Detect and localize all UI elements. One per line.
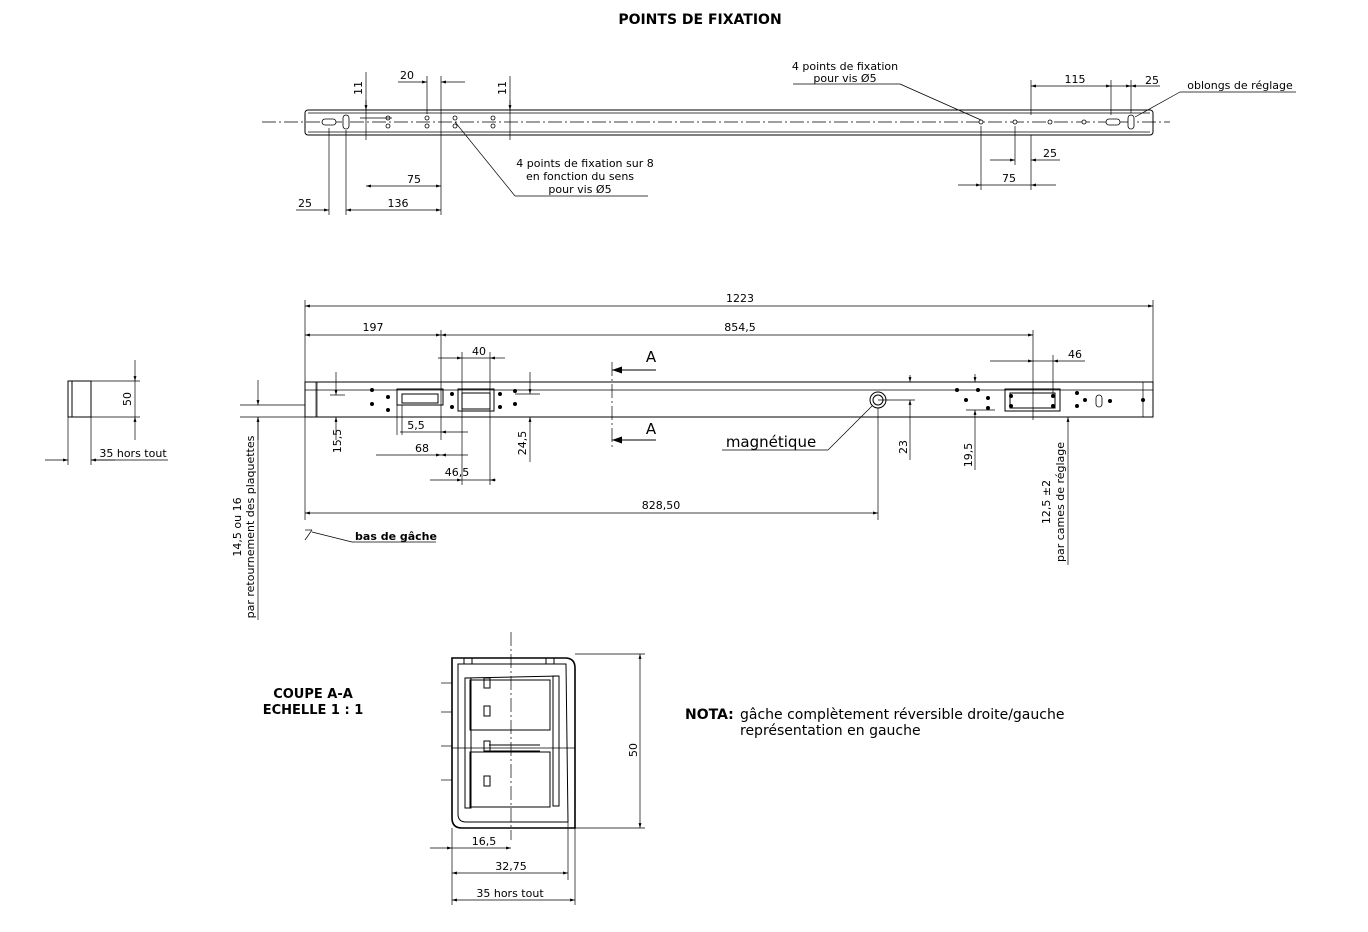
dim-25-right-top: 25 (1145, 74, 1159, 87)
section-view (263, 632, 645, 905)
screw-dot (498, 392, 502, 396)
cames-note: par cames de réglage (1054, 441, 1067, 563)
oblong-slot (1096, 395, 1102, 407)
screw-dot (986, 396, 990, 400)
screw-dot (1141, 398, 1145, 402)
dim-46-right: 46 (1068, 348, 1082, 361)
fixing-hole (453, 124, 457, 128)
note-right-line2: pour vis Ø5 (813, 72, 877, 85)
plaquettes-value: 14,5 ou 16 (231, 497, 244, 557)
dim-136: 136 (387, 197, 409, 210)
screw-dot (1075, 391, 1079, 395)
fixing-hole (425, 116, 429, 120)
dim-15-5: 15,5 (331, 428, 344, 454)
magnet-label: magnétique (725, 433, 817, 451)
section-title: COUPE A-A (273, 687, 353, 702)
fixing-hole (425, 124, 429, 128)
screw-dot (450, 405, 454, 409)
dim-25-left: 25 (298, 197, 312, 210)
side-view (45, 360, 168, 465)
dim-24-5: 24,5 (516, 430, 529, 456)
dim-40: 40 (472, 345, 486, 358)
section-dim-16-5: 16,5 (471, 835, 497, 848)
nota-block (685, 707, 1064, 739)
fixing-hole (491, 116, 495, 120)
fixing-hole (453, 116, 457, 120)
screw-dot (964, 398, 968, 402)
fixing-hole (1013, 120, 1017, 124)
note-left-line1: 4 points de fixation sur 8 (516, 157, 654, 170)
section-dim-35: 35 hors tout (476, 887, 544, 900)
fixing-hole (1082, 120, 1086, 124)
side-dim-35: 35 hors tout (99, 447, 167, 460)
note-left-line3: pour vis Ø5 (548, 183, 612, 196)
dim-75-right: 75 (1002, 172, 1016, 185)
oblong-slot (343, 115, 349, 129)
screw-dot (1051, 404, 1055, 408)
fixing-hole (1048, 120, 1052, 124)
dim-23: 23 (897, 440, 910, 454)
oblong-slot (1128, 115, 1134, 129)
screw-dot (498, 405, 502, 409)
note-left-line2: en fonction du sens (525, 170, 635, 183)
screw-dot (513, 402, 517, 406)
oblongs-label: oblongs de réglage (1187, 79, 1293, 92)
section-dim-32-75: 32,75 (495, 860, 527, 873)
screw-dot (986, 406, 990, 410)
fixing-hole (491, 124, 495, 128)
side-dim-50: 50 (121, 392, 134, 406)
oblong-slot (1106, 119, 1120, 125)
dim-75-left: 75 (407, 173, 421, 186)
screw-dot (1051, 394, 1055, 398)
screw-dot (1083, 398, 1087, 402)
dim-46-5: 46,5 (444, 466, 470, 479)
fixing-hole (979, 120, 983, 124)
screw-dot (976, 388, 980, 392)
front-view (231, 292, 1153, 620)
dim-25-right-mid: 25 (1043, 147, 1057, 160)
dim-5-5: 5,5 (407, 419, 425, 432)
section-scale: ECHELLE 1 : 1 (262, 703, 364, 718)
screw-dot (1009, 404, 1013, 408)
nota-label: NOTA: (685, 707, 734, 723)
cames-value: 12,5 ±2 (1040, 479, 1053, 525)
dim-854-5: 854,5 (724, 321, 756, 334)
note-right-line1: 4 points de fixation (791, 60, 899, 73)
screw-dot (386, 408, 390, 412)
screw-dot (386, 395, 390, 399)
section-mark-bottom: A (645, 420, 657, 438)
section-mark-top: A (645, 348, 657, 366)
screw-dot (1009, 394, 1013, 398)
screw-dot (955, 388, 959, 392)
section-dim-50: 50 (627, 743, 640, 757)
dim-68: 68 (415, 442, 429, 455)
dim-115: 115 (1064, 73, 1086, 86)
dim-1223: 1223 (726, 292, 754, 305)
dim-11-mid: 11 (496, 81, 509, 95)
bas-de-gache-label: bas de gâche (355, 530, 437, 543)
nota-line2: représentation en gauche (740, 723, 921, 739)
screw-dot (370, 402, 374, 406)
dim-20: 20 (400, 69, 414, 82)
dim-197: 197 (362, 321, 384, 334)
screw-dot (450, 392, 454, 396)
dim-11-left: 11 (352, 81, 365, 95)
screw-dot (370, 388, 374, 392)
screw-dot (1108, 399, 1112, 403)
fixing-hole (386, 124, 390, 128)
top-view (262, 60, 1296, 215)
screw-dot (513, 389, 517, 393)
dim-828-50: 828,50 (641, 499, 681, 512)
drawing-title: POINTS DE FIXATION (618, 12, 782, 28)
oblong-slot (322, 119, 336, 125)
dim-19-5: 19,5 (962, 442, 975, 468)
screw-dot (1075, 404, 1079, 408)
nota-line1: gâche complètement réversible droite/gauche (740, 707, 1065, 723)
plaquettes-note: par retournement des plaquettes (244, 435, 257, 619)
